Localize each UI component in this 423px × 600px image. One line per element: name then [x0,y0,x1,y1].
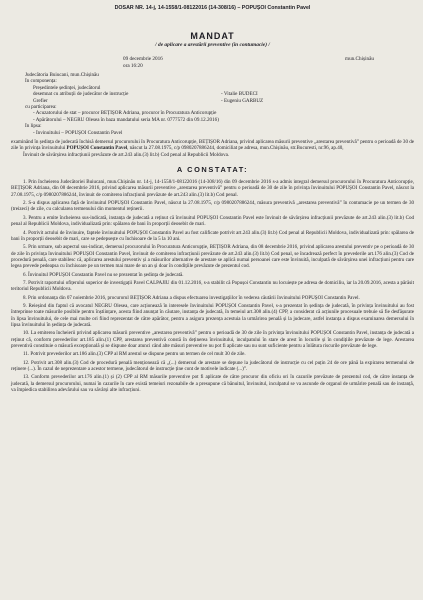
accused-line: - Învinuitului – POPUȘOI Constantin Pavel [33,129,123,136]
president-label: Președintele ședinței, judecătorul [33,84,101,91]
paragraph: 11. Potrivit prevederilor art.186 alin.(3) CPP al RM arestul se dispune pentru un termen de cel mult 30 de zile. [23,351,246,358]
document-date: 09 decembrie 2016 [123,56,163,62]
intro-paragraph [11,139,414,152]
intro-text-2: , născut la 27.08.1975, c/p 0980207886244, domiciliat pe adresa, mun.Chișinău, str.Bucuresti, nr.96, ap.40, [127,145,344,152]
constat-heading: A CONSTATAT: [176,165,249,175]
case-reference: DOSAR NR. 14-j, 14-1558/1-08122016 (14-308/16) – POPUȘOI Constantin Pavel [114,5,311,11]
paragraph: 9. Reieșind din faptul că avocatul NEGRU Olesea, care acționează în interesele învinuitului POPUȘOI Constantin Pavel, s-a prezentat în ședința de judecată, în privința învinuitului au fost întreprinse toate măsurile posibile pentru înștiințare, acesta fiind anunțat în căutare, instanța de judecată, în temeiul art.308 alin.(4) CPP, a considerat că acțiunile procesuale trebuie să fie desfășurate în lipsa învinuitului, de cele mai multe ori fiind reprezentat de către apărător, pentru a asigura prezența acestuia la urmărirea penală și la judecare, astfel instanța a dispus examinarea demersului în lipsa învinuitului în ședința de judecată. [11,302,414,328]
intro-charge: Învinuit de săvârșirea infracțiunii prevăzute de art.243 alin.(3) lit.b) Cod penal al Republicii Moldova. [23,151,230,158]
intro-text-1: examinând în ședința de judecată închisă demersul procurorului în Procuratura Anticorupție, BEȚIȘOR Adriana, privind aplicarea măsurii preventive „arestarea preventivă” pentru o perioadă de 30 de zile în privința învinuitului [11,139,414,152]
date-place-row [11,56,414,63]
paragraph: 5. Prin urmare, sub aspectul sus-indicat, demersul procurorului în Procuratura Anticorupție, BEȚIȘOR Adriana, din 08 decembrie 2016, privind aplicarea arestului preventiv pe o perioadă de 30 de zile în privința învinuitului POPUȘOI Constantin Pavel, învinuit de comiterea infracțiunii prevăzute de art.243 alin.(3) lit.b) Cod penal, se încadrează perfect în prevederile art.176 alin.(3) Cod de procedură penală, care stabilesc că, aplicarea arestului preventiv și a măsurilor alternative de arestare se aplică numai persoanei care este învinuită, inculpată de săvârșirea unei infracțiuni pentru care legea prevede pedeapsa cu închisoare pe un termen mai mare de un an și doar în condițiile prevăzute de prezentul cod. [11,244,414,270]
clerk-label: Grefier [33,97,48,104]
president-desc: desemnat cu atribuții de judecător de instrucție [33,91,129,98]
lawyer-line: - Apărătorului – NEGRU Olesea în baza mandatului seria MA nr. 0777572 din 09.12.2016) [33,116,219,123]
paragraph: 6. Învinuitul POPUȘOI Constantin Pavel nu se prezentat în ședința de judecată. [23,271,184,278]
paragraph: 12. Potrivit art.308 alin.(3) Cod de procedură penală menționează că „(...) demersul de arestare se depune la judecătorul de instrucție cu cel puțin 24 de ore până la expirarea termenului de reținere (...). În cazul de neprezentare a acestor termene, judecătorul de instrucție ține cont de motivele indicate (...)”. [11,359,414,373]
absence-label: În lipsa: [25,123,42,130]
document-subtitle: / de aplicare a arestării preventive (în contumacie) / [155,42,270,48]
paragraph: 8. Prin ordonanța din 07 noiembrie 2016, procurorul BEȚIȘOR Adriana a dispus efectuarea investigațiilor în vederea căutării învinuitului POPUȘOI Constantin Pavel. [23,294,360,301]
document-title: MANDAT [190,31,235,41]
paragraph: 10. La emiterea încheierii privind aplicarea măsurii preventive „arestarea preventivă” pentru o perioadă de 30 de zile în privința învinuitului POPUȘOI Constantin Pavel, instanța de judecată a reținut că, conform prevederilor art.185 alin.(1) CPP, arestarea preventivă constă în deținerea învinuitului, inculpatului în stare de arest în locurile și în condițiile prevăzute de lege. Arestarea preventivă constituie o măsură excepțională și se dispune doar atunci când alte măsuri preventive nu pot fi aplicate sau nu sunt suficiente pentru a înlătura riscurile prevăzute de lege. [11,330,414,349]
document-place: mun.Chișinău [345,56,374,62]
intro-accused-name: POPUȘOI Constantin Pavel [66,145,128,152]
paragraph: 4. Potrivit actului de învinuire, faptele învinuitului POPUȘOI Constantin Pavel au fost calificate potrivit art.243 alin.(3) lit.b) Cod penal al Republicii Moldova, individualizată prin: spălarea de bani în proporții deosebit de mari, care se pedepsește cu închisoare de la 5 la 10 ani. [11,229,414,242]
composition-label: În componența: [25,78,57,85]
document-time: ora 16:20 [123,63,143,69]
paragraph: 3. Pentru a emite încheierea sus-indicată, instanța de judecată a reținut că învinuitul POPUȘOI Constantin Pavel este învinuit de săvârșirea infracțiunii prevăzute de art.243 alin.(3) lit.b) Cod penal al Republicii Moldova, individualizată prin: spălarea de bani în proporții deosebit de mari. [11,214,414,228]
participation-label: cu participarea: [25,104,57,111]
constat-paragraphs [11,179,414,393]
clerk-row [11,98,414,104]
paragraph: 7. Potrivit raportului ofițerului superior de investigații Pavel CALPAJIU din 01.12.2016, s-a stabilit că Popușoi Constantin nu locuiește pe adresa de domiciliu, iar la 20.09.2016, acesta a părăsit teritoriul Republicii Moldova. [11,279,414,293]
president-name: - Vitalie BUDECI [221,91,258,98]
prosecutor-line: - Acuzatorului de stat – procuror BEȚIȘOR Adriana, procuror în Procuratura Anticorupție [33,110,217,117]
clerk-name: - Eugeniu GARBUZ [221,97,264,104]
paragraph: 2. S-a dispus aplicarea față de învinuitul POPUȘOI Constantin Pavel, născut la 27.08.1975, c/p 0980207886244, măsura preventivă „arestarea preventivă” în contumacie pe un termen de 30 (treizeci) de zile, cu calcularea termenului din momentul reținerii. [11,200,414,213]
court-name: Judecătoria Buiucani, mun.Chișinău [25,72,99,78]
paragraph: 1. Prin încheierea Judecătoriei Buiucani, mun.Chișinău nr. 14-j, 14-1558/1-08122016 (14-308/16) din 09 decembrie 2016 s-a admis integral demersul procurorului în Procuratura Anticorupție, BEȚIȘOR Adriana, din 08 decembrie 2016, privind aplicarea măsurii preventive „arestarea preventivă” pentru o perioadă de 30 de zile în privința învinuitului POPUȘOI Constantin Pavel, născut la 27.08.1975, c/p 0980207886244, învinuit de comiterea infracțiunii prevăzute de art.243 alin.(3) lit.b) Cod penal. [11,179,414,198]
paragraph: 13. Conform prevederilor art.176 alin.(1) și (2) CPP al RM măsurile preventive pot fi aplicate de către procuror din oficiu ori în cazurile prevăzute de prezentul cod, de către instanța de judecată, la demersul procurorului, numai în cazurile în care există temeiuri rezonabile de a presupune că bănuitul, învinuitul, inculpatul se va ascunde de organul de urmărire penală sau de instanță, va împiedica stabilirea adevărului sau va săvârși alte infracțiuni. [11,374,414,394]
